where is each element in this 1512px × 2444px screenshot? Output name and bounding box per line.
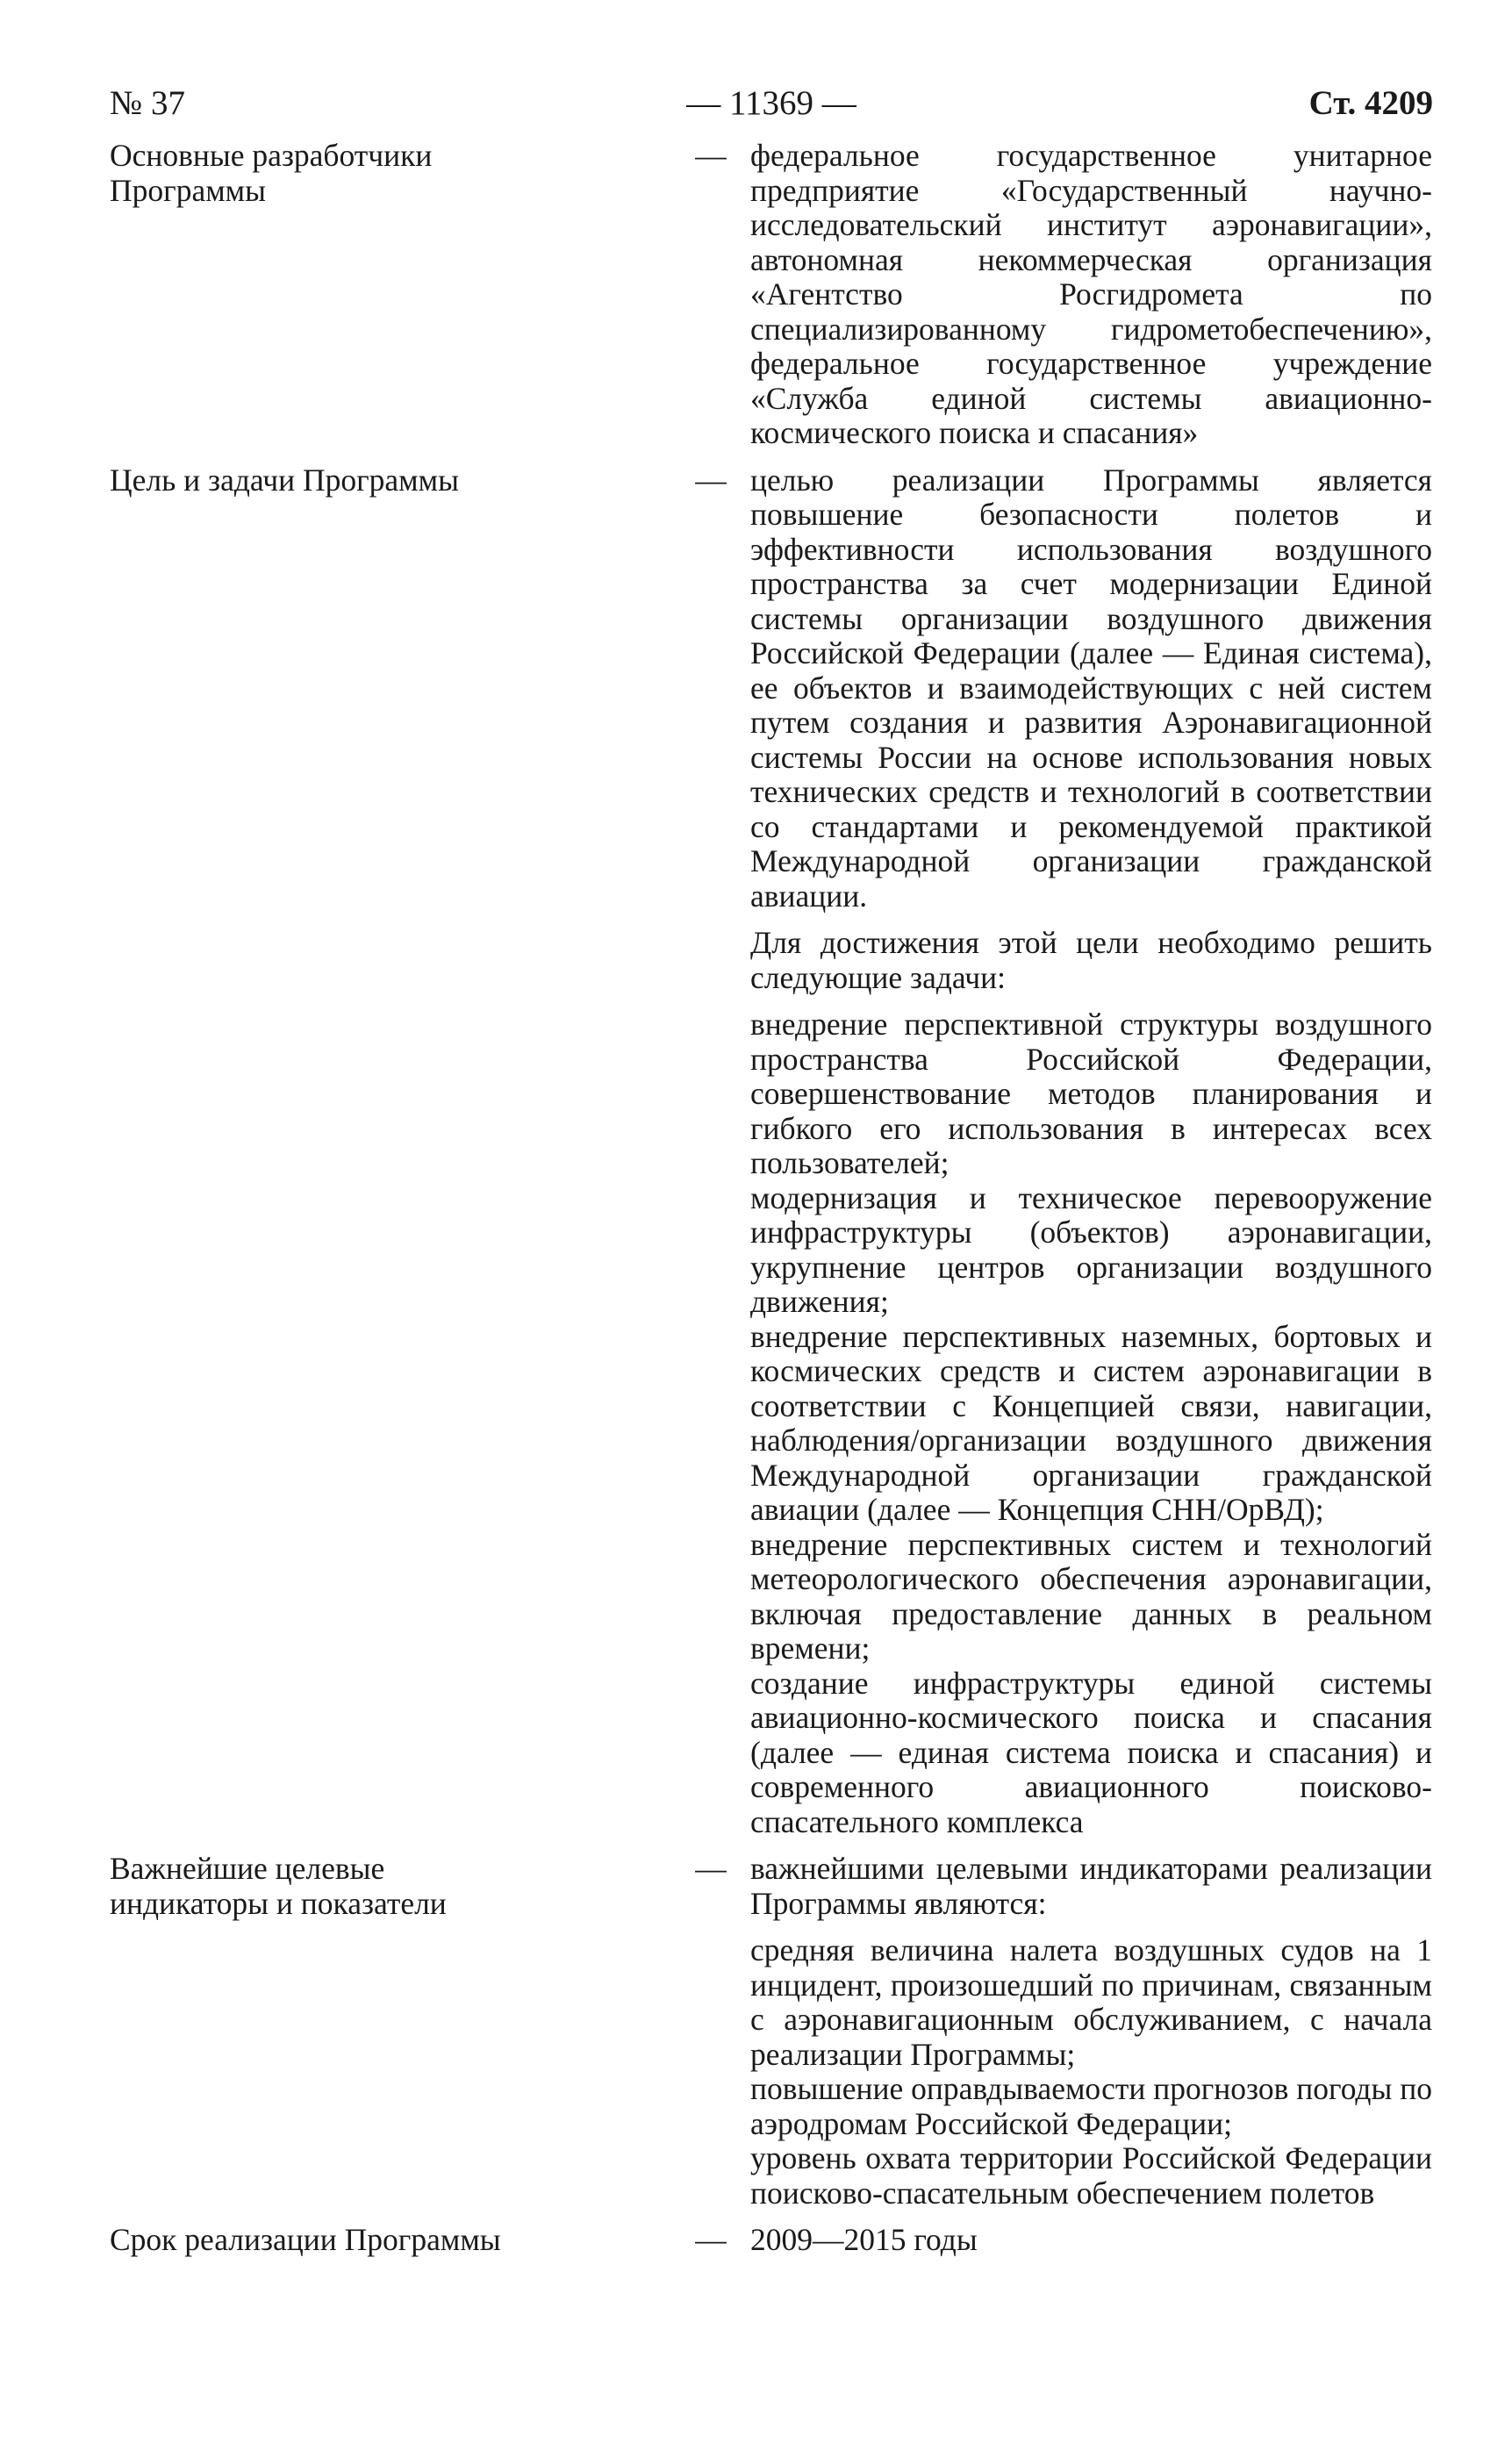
row-dash: — [695, 462, 727, 498]
list-item: внедрение перспективной структуры воздушного пространства Российской Федерации, совершенствование методов планирования и гибкого его использования в интересах всех пользователей; [750, 1007, 1432, 1180]
list-item: внедрение перспективных наземных, бортовых и космических средств и систем аэронавигации в соответствии с Концепцией связи, навигации, наблюдения/организации воздушного движения Международной организации гражданской авиации (далее — Концепция СНН/ОрВД); [750, 1318, 1432, 1527]
row-label: Важнейшие целевые индикаторы и показатели [110, 1851, 447, 1921]
article-number: Ст. 4209 [1308, 84, 1433, 122]
paragraph: 2009—2015 годы [750, 2222, 978, 2257]
row-dash: — [695, 2222, 727, 2257]
list-item: модернизация и техническое перевооружение инфраструктуры (объектов) аэронавигации, укрупнение центров организации воздушного движения; [750, 1179, 1432, 1319]
row-content [750, 2223, 1432, 2258]
row-label: Основные разработчики Программы [110, 138, 433, 208]
paragraph: федеральное государственное унитарное предприятие «Государственный научно-исследовательский институт аэронавигации», автономная некоммерческая организация «Агентство Росгидромета по специализированному гидрометобеспечению», федеральное государственное учреждение «Служба единой системы авиационно-космического поиска и спасания» [750, 138, 1432, 450]
list-item: средняя величина налета воздушных судов на 1 инцидент, произошедший по причинам, связанным с аэронавигационным обслуживанием, с начала реализации Программы; [750, 1932, 1432, 2072]
passport-row-term [110, 2223, 1433, 2258]
list-item: создание инфраструктуры единой системы авиационно-космического поиска и спасания (далее — единая система поиска и спасания) и современного авиационного поисково-спасательного комплекса [750, 1665, 1432, 1839]
row-label: Цель и задачи Программы [110, 462, 459, 498]
row-content [750, 1852, 1432, 2211]
row-content [750, 139, 1432, 451]
row-label: Срок реализации Программы [110, 2222, 501, 2257]
row-content [750, 463, 1432, 1840]
row-dash: — [695, 138, 727, 173]
passport-row-developers [110, 139, 1433, 451]
passport-row-indicators [110, 1852, 1433, 2211]
row-dash: — [695, 1851, 727, 1886]
document-page [110, 75, 1433, 2258]
task-list [750, 1007, 1432, 1839]
page-number: — 11369 — [686, 84, 856, 122]
paragraph: Для достижения этой цели необходимо решить следующие задачи: [750, 925, 1432, 995]
issue-number: № 37 [110, 84, 185, 122]
list-item: внедрение перспективных систем и технологий метеорологического обеспечения аэронавигации, включая предоставление данных в реальном времени; [750, 1526, 1432, 1666]
paragraph: целью реализации Программы является повышение безопасности полетов и эффективности использования воздушного пространства за счет модернизации Единой системы организации воздушного движения Российской Федерации (далее — Единая система), ее объектов и взаимодействующих с ней систем путем создания и развития Аэронавигационной системы России на основе использования новых технических средств и технологий в соответствии со стандартами и рекомендуемой практикой Международной организации гражданской авиации. [750, 462, 1432, 914]
paragraph: важнейшими целевыми индикаторами реализации Программы являются: [750, 1851, 1432, 1921]
indicator-list [750, 1933, 1432, 2211]
page-header [110, 75, 1433, 132]
passport-row-goals [110, 463, 1433, 1840]
list-item: уровень охвата территории Российской Федерации поисково-спасательным обеспечением полетов [750, 2140, 1432, 2211]
list-item: повышение оправдываемости прогнозов погоды по аэродромам Российской Федерации; [750, 2071, 1432, 2141]
